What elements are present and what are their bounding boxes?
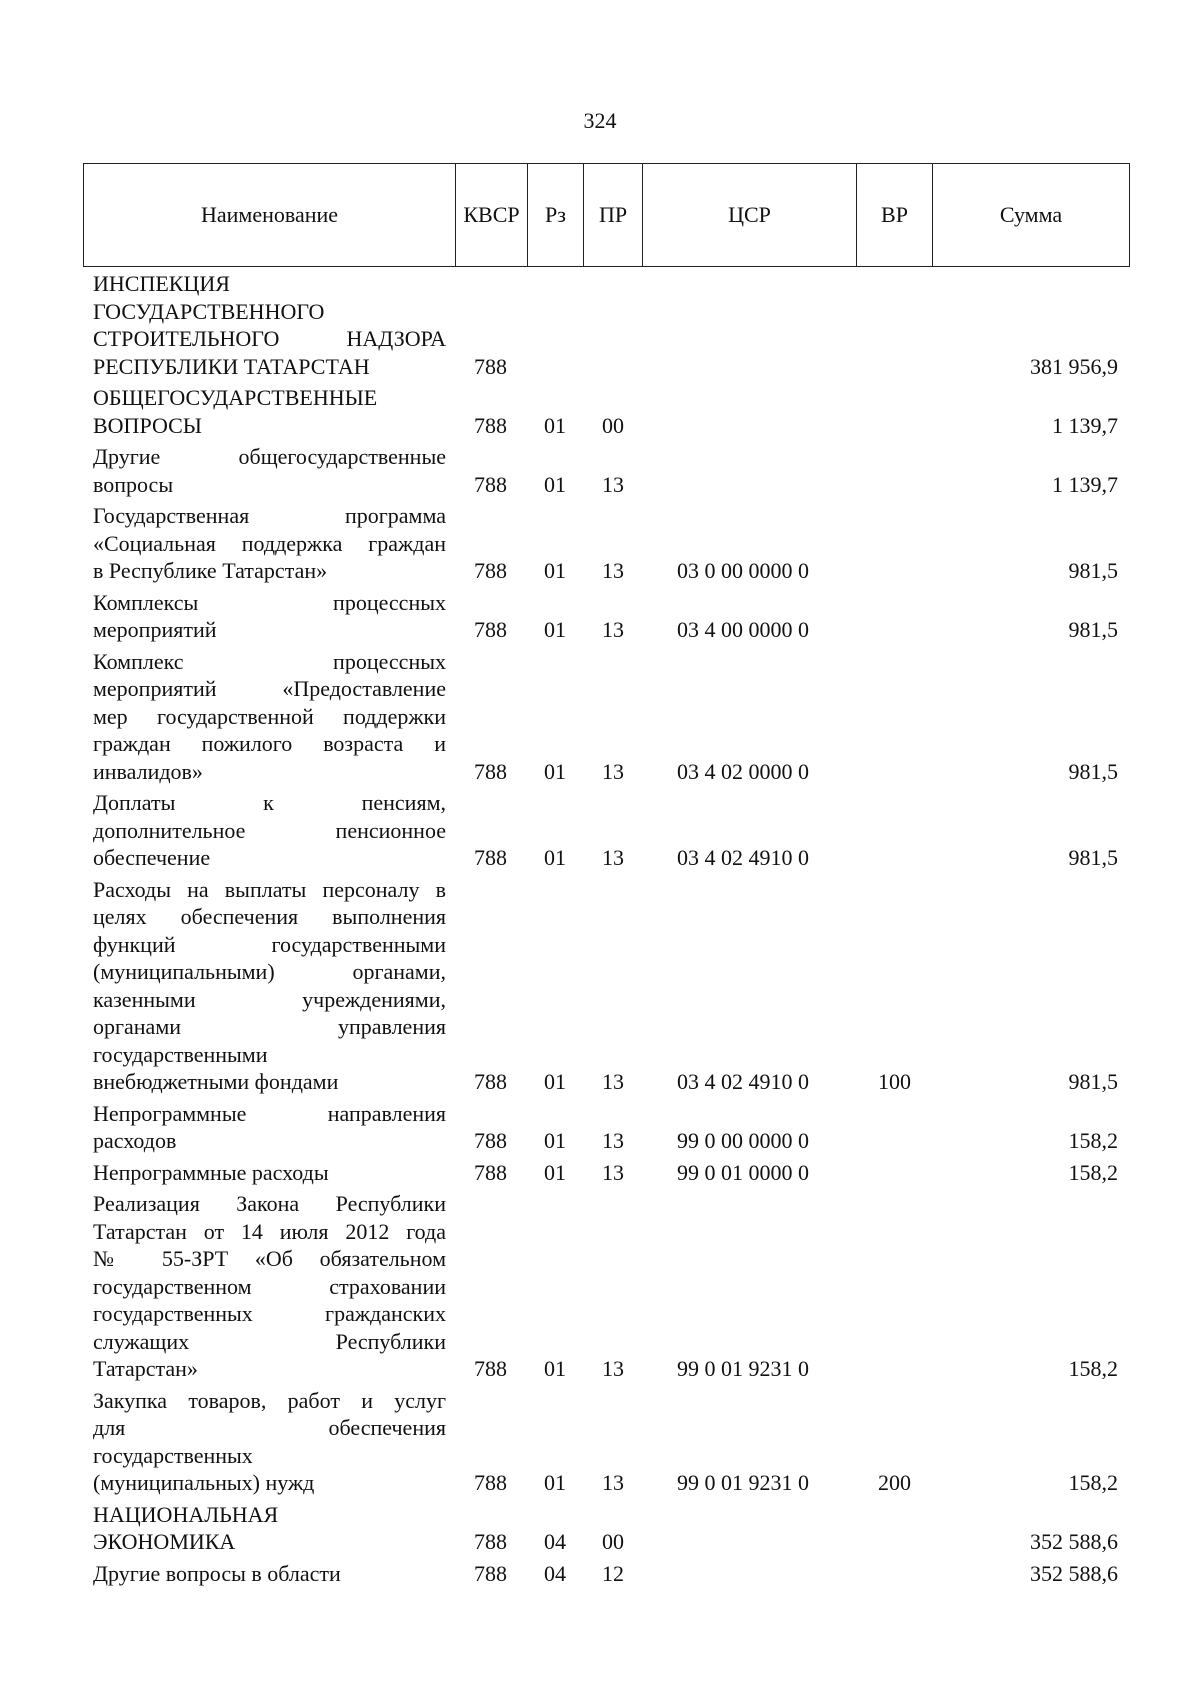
row-name-line: обеспечение [93,845,211,870]
row-kvsr: 788 [474,1159,507,1185]
table-row [0,1190,1200,1383]
table-row [0,1159,1200,1187]
row-name-line: государственными [93,1041,268,1067]
row-name-line: Непрограммные расходы [93,1159,329,1185]
budget-rows [0,270,1200,1591]
row-name [93,789,446,872]
row-csr: 99 0 01 0000 0 [677,1159,809,1185]
row-sum: 352 588,6 [1030,1529,1118,1554]
row-sum: 158,2 [1068,1128,1118,1153]
table-header [83,163,1130,267]
row-csr: 03 4 02 4910 0 [677,845,809,870]
row-name [93,1560,446,1588]
row-pr: 00 [602,1529,624,1554]
row-name-line: Татарстан» [93,1356,198,1381]
row-sum: 981,5 [1068,845,1118,870]
row-name [93,1159,446,1187]
row-name [93,384,446,439]
table-row [0,270,1200,380]
row-name-line: Другие вопросы в области [93,1560,341,1586]
row-kvsr: 788 [474,1560,507,1586]
row-name-line: служащих Республики [93,1328,446,1354]
row-vr: 100 [878,1069,911,1094]
row-name-line: государственном страховании [93,1273,446,1299]
column-header-vr: ВР [857,164,933,267]
column-header-csr: ЦСР [643,164,857,267]
table-row [0,502,1200,585]
row-kvsr: 788 [474,471,507,497]
row-kvsr: 788 [474,1470,507,1495]
row-rz: 04 [544,1560,566,1586]
row-kvsr: 788 [474,1128,507,1153]
row-name-line: казенными учреждениями, [93,986,446,1012]
row-pr: 13 [602,558,624,583]
row-name-line: Другие общегосударственные [93,444,446,469]
row-name-line: РЕСПУБЛИКИ ТАТАРСТАН [93,353,370,379]
row-name-line: Комплекс процессных [93,648,446,674]
row-sum: 158,2 [1068,1470,1118,1495]
row-sum: 158,2 [1068,1356,1118,1381]
table-row [0,876,1200,1096]
row-name-line: (муниципальными) органами, [93,959,446,984]
row-name-line: Закупка товаров, работ и услуг [93,1387,446,1413]
row-pr: 13 [602,758,624,784]
row-rz: 01 [544,1069,566,1094]
row-pr: 13 [602,1069,624,1094]
row-name-line: ОБЩЕГОСУДАРСТВЕННЫЕ [93,385,378,410]
row-csr: 99 0 01 9231 0 [677,1470,809,1495]
row-pr: 13 [602,845,624,870]
table-row [0,648,1200,786]
row-name-line: мер государственной поддержки [93,703,446,729]
row-name [93,876,446,1096]
row-name-line: ИНСПЕКЦИЯ [93,271,230,296]
row-name-line: Государственная программа [93,503,446,528]
row-kvsr: 788 [474,412,507,438]
row-name-line: ЭКОНОМИКА [93,1529,236,1554]
table-row [0,1560,1200,1588]
row-name [93,1387,446,1497]
table-row [0,1387,1200,1497]
row-sum: 981,5 [1068,758,1118,784]
row-name [93,502,446,585]
column-header-kvsr: КВСР [456,164,528,267]
row-name [93,443,446,498]
row-pr: 00 [602,412,624,438]
row-name-line: мероприятий «Предоставление [93,676,446,701]
row-name [93,589,446,644]
row-name-line: в Республике Татарстан» [93,558,328,583]
row-name-line: функций государственными [93,931,446,957]
column-header-pr: ПР [584,164,643,267]
row-name-line: № 55-ЗРТ «Об обязательном [93,1246,446,1271]
row-rz: 01 [544,758,566,784]
row-pr: 13 [602,1159,624,1185]
row-kvsr: 788 [474,1356,507,1381]
row-rz: 01 [544,1128,566,1153]
row-pr: 13 [602,471,624,497]
row-name-line: ВОПРОСЫ [93,412,202,438]
row-rz: 01 [544,845,566,870]
row-sum: 981,5 [1068,1069,1118,1094]
row-pr: 12 [602,1560,624,1586]
row-name-line: (муниципальных) нужд [93,1470,315,1495]
row-name-line: государственных гражданских [93,1301,446,1326]
row-name-line: Расходы на выплаты персоналу в [93,876,446,902]
row-name-line: НАЦИОНАЛЬНАЯ [93,1501,279,1527]
row-rz: 01 [544,412,566,438]
row-name-line: «Социальная поддержка граждан [93,530,446,556]
row-kvsr: 788 [474,1069,507,1094]
table-row [0,589,1200,644]
row-name-line: Татарстан от 14 июля 2012 года [93,1218,446,1244]
row-pr: 13 [602,1128,624,1153]
row-name-line: целях обеспечения выполнения [93,904,446,929]
row-sum: 158,2 [1068,1159,1118,1185]
row-kvsr: 788 [474,845,507,870]
row-name-line: внебюджетными фондами [93,1069,339,1094]
row-pr: 13 [602,617,624,642]
row-name [93,1501,446,1556]
row-name-line: инвалидов» [93,758,203,784]
row-name-line: Доплаты к пенсиям, [93,790,446,815]
row-kvsr: 788 [474,617,507,642]
row-csr: 03 4 02 4910 0 [677,1069,809,1094]
column-header-name: Наименование [84,164,456,267]
row-name-line: мероприятий [93,617,217,642]
row-csr: 99 0 01 9231 0 [677,1356,809,1381]
row-name-line: государственных [93,1442,253,1468]
row-pr: 13 [602,1356,624,1381]
column-header-rz: Рз [528,164,584,267]
row-name [93,1100,446,1155]
row-name-line: СТРОИТЕЛЬНОГО НАДЗОРА [93,326,446,351]
row-rz: 01 [544,1356,566,1381]
row-name-line: ГОСУДАРСТВЕННОГО [93,298,325,324]
table-row [0,789,1200,872]
row-csr: 03 4 00 0000 0 [677,617,809,642]
row-name-line: Реализация Закона Республики [93,1191,446,1216]
row-name-line: для обеспечения [93,1415,446,1440]
row-name [93,270,446,380]
row-kvsr: 788 [474,353,507,379]
row-rz: 01 [544,471,566,497]
page-number: 324 [583,108,617,133]
row-csr: 99 0 00 0000 0 [677,1128,809,1153]
row-name-line: Непрограммные направления [93,1100,446,1126]
table-row [0,1100,1200,1155]
row-sum: 1 139,7 [1052,471,1118,497]
table-row [0,384,1200,439]
table-row [0,1501,1200,1556]
table-row [0,443,1200,498]
row-pr: 13 [602,1470,624,1495]
row-kvsr: 788 [474,758,507,784]
row-kvsr: 788 [474,558,507,583]
row-name-line: вопросы [93,471,174,497]
row-rz: 04 [544,1529,566,1554]
row-rz: 01 [544,558,566,583]
row-rz: 01 [544,1159,566,1185]
row-csr: 03 0 00 0000 0 [677,558,809,583]
row-sum: 1 139,7 [1052,412,1118,438]
row-name-line: расходов [93,1128,177,1153]
row-name-line: Комплексы процессных [93,589,446,615]
row-name-line: граждан пожилого возраста и [93,731,446,756]
row-name [93,648,446,786]
row-sum: 352 588,6 [1030,1560,1118,1586]
row-name-line: органами управления [93,1014,446,1039]
row-sum: 981,5 [1068,558,1118,583]
row-vr: 200 [878,1470,911,1495]
row-rz: 01 [544,617,566,642]
row-name-line: дополнительное пенсионное [93,817,446,843]
row-sum: 381 956,9 [1030,353,1118,379]
row-name [93,1190,446,1383]
row-rz: 01 [544,1470,566,1495]
row-sum: 981,5 [1068,617,1118,642]
row-kvsr: 788 [474,1529,507,1554]
column-header-sum: Сумма [933,164,1130,267]
row-csr: 03 4 02 0000 0 [677,758,809,784]
